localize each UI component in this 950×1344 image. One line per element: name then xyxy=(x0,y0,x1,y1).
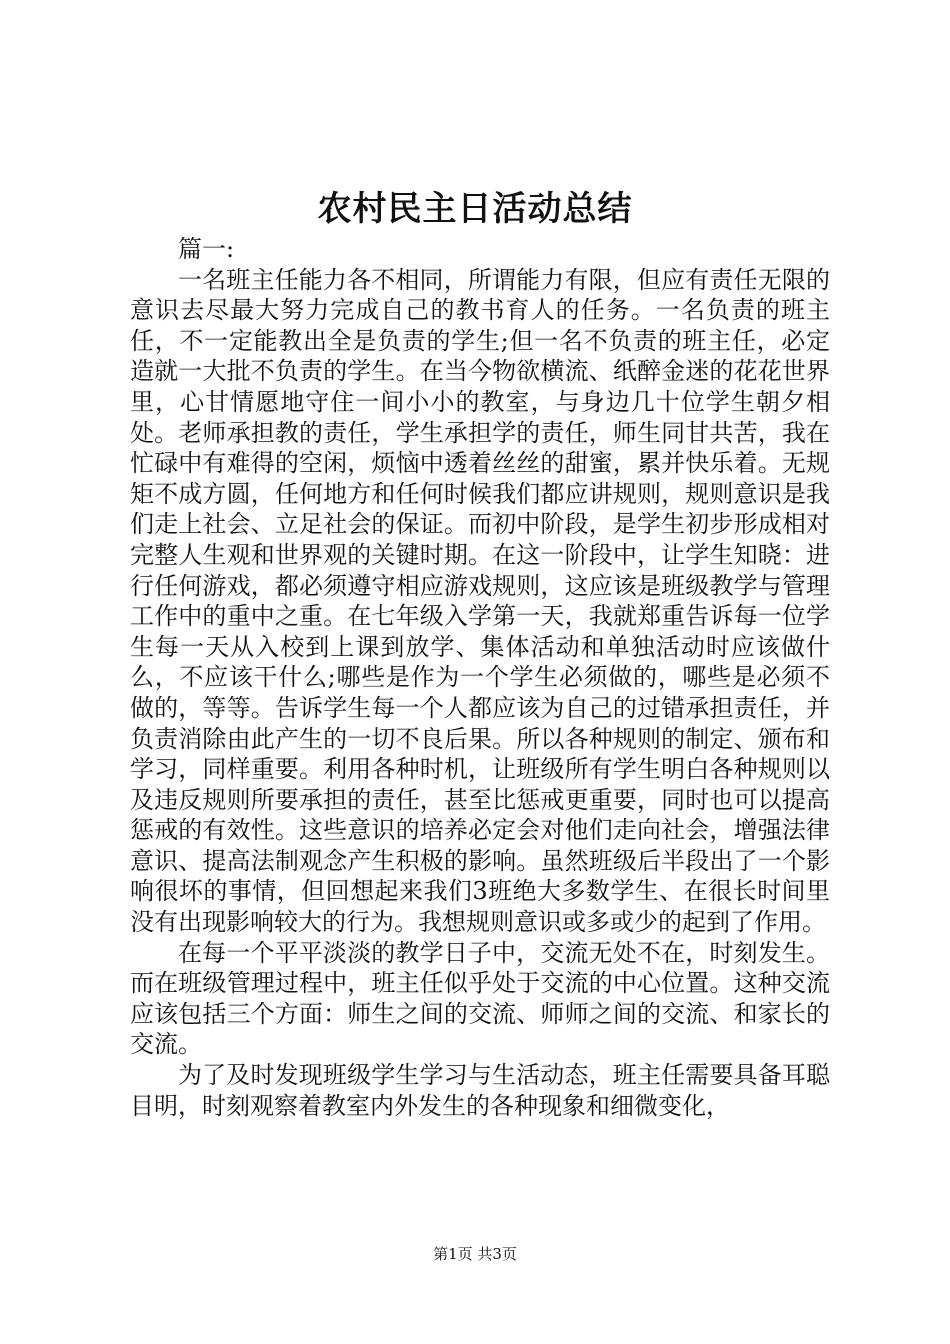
paragraph: 在每一个平平淡淡的教学日子中，交流无处不在，时刻发生。而在班级管理过程中，班主任似乎处于交流的中心位置。这种交流应该包括三个方面：师生之间的交流、师师之间的交流、和家长的交流。 xyxy=(130,938,830,1059)
paragraph: 一名班主任能力各不相同，所谓能力有限，但应有责任无限的意识去尽最大努力完成自己的教书育人的任务。一名负责的班主任，不一定能教出全是负责的学生;但一名不负责的班主任，必定造就一大批不负责的学生。在当今物欲横流、纸醉金迷的花花世界里，心甘情愿地守住一间小小的教室，与身边几十位学生朝夕相处。老师承担教的责任，学生承担学的责任，师生同甘共苦，我在忙碌中有难得的空闲，烦恼中透着丝丝的甜蜜，累并快乐着。无规矩不成方圆，任何地方和任何时候我们都应讲规则，规则意识是我们走上社会、立足社会的保证。而初中阶段，是学生初步形成相对完整人生观和世界观的关键时期。在这一阶段中，让学生知晓：进行任何游戏，都必须遵守相应游戏规则，这应该是班级教学与管理工作中的重中之重。在七年级入学第一天，我就郑重告诉每一位学生每一天从入校到上课到放学、集体活动和单独活动时应该做什么，不应该干什么;哪些是作为一个学生必须做的，哪些是必须不做的，等等。告诉学生每一个人都应该为自己的过错承担责任，并负责消除由此产生的一切不良后果。所以各种规则的制定、颁布和学习，同样重要。利用各种时机，让班级所有学生明白各种规则以及违反规则所要承担的责任，甚至比惩戒更重要，同时也可以提高惩戒的有效性。这些意识的培养必定会对他们走向社会，增强法律意识、提高法制观念产生积极的影响。虽然班级后半段出了一个影响很坏的事情，但回想起来我们3班绝大多数学生、在很长时间里没有出现影响较大的行为。我想规则意识或多或少的起到了作用。 xyxy=(130,265,830,937)
document-title: 农村民主日活动总结 xyxy=(317,189,633,229)
paragraph-heading: 篇一: xyxy=(178,235,235,263)
paragraph: 为了及时发现班级学生学习与生活动态，班主任需要具备耳聪目明，时刻观察着教室内外发生的各种现象和细微变化， xyxy=(130,1061,830,1120)
document-body xyxy=(130,234,830,1121)
page-footer: 第1页 共3页 xyxy=(433,1245,517,1263)
